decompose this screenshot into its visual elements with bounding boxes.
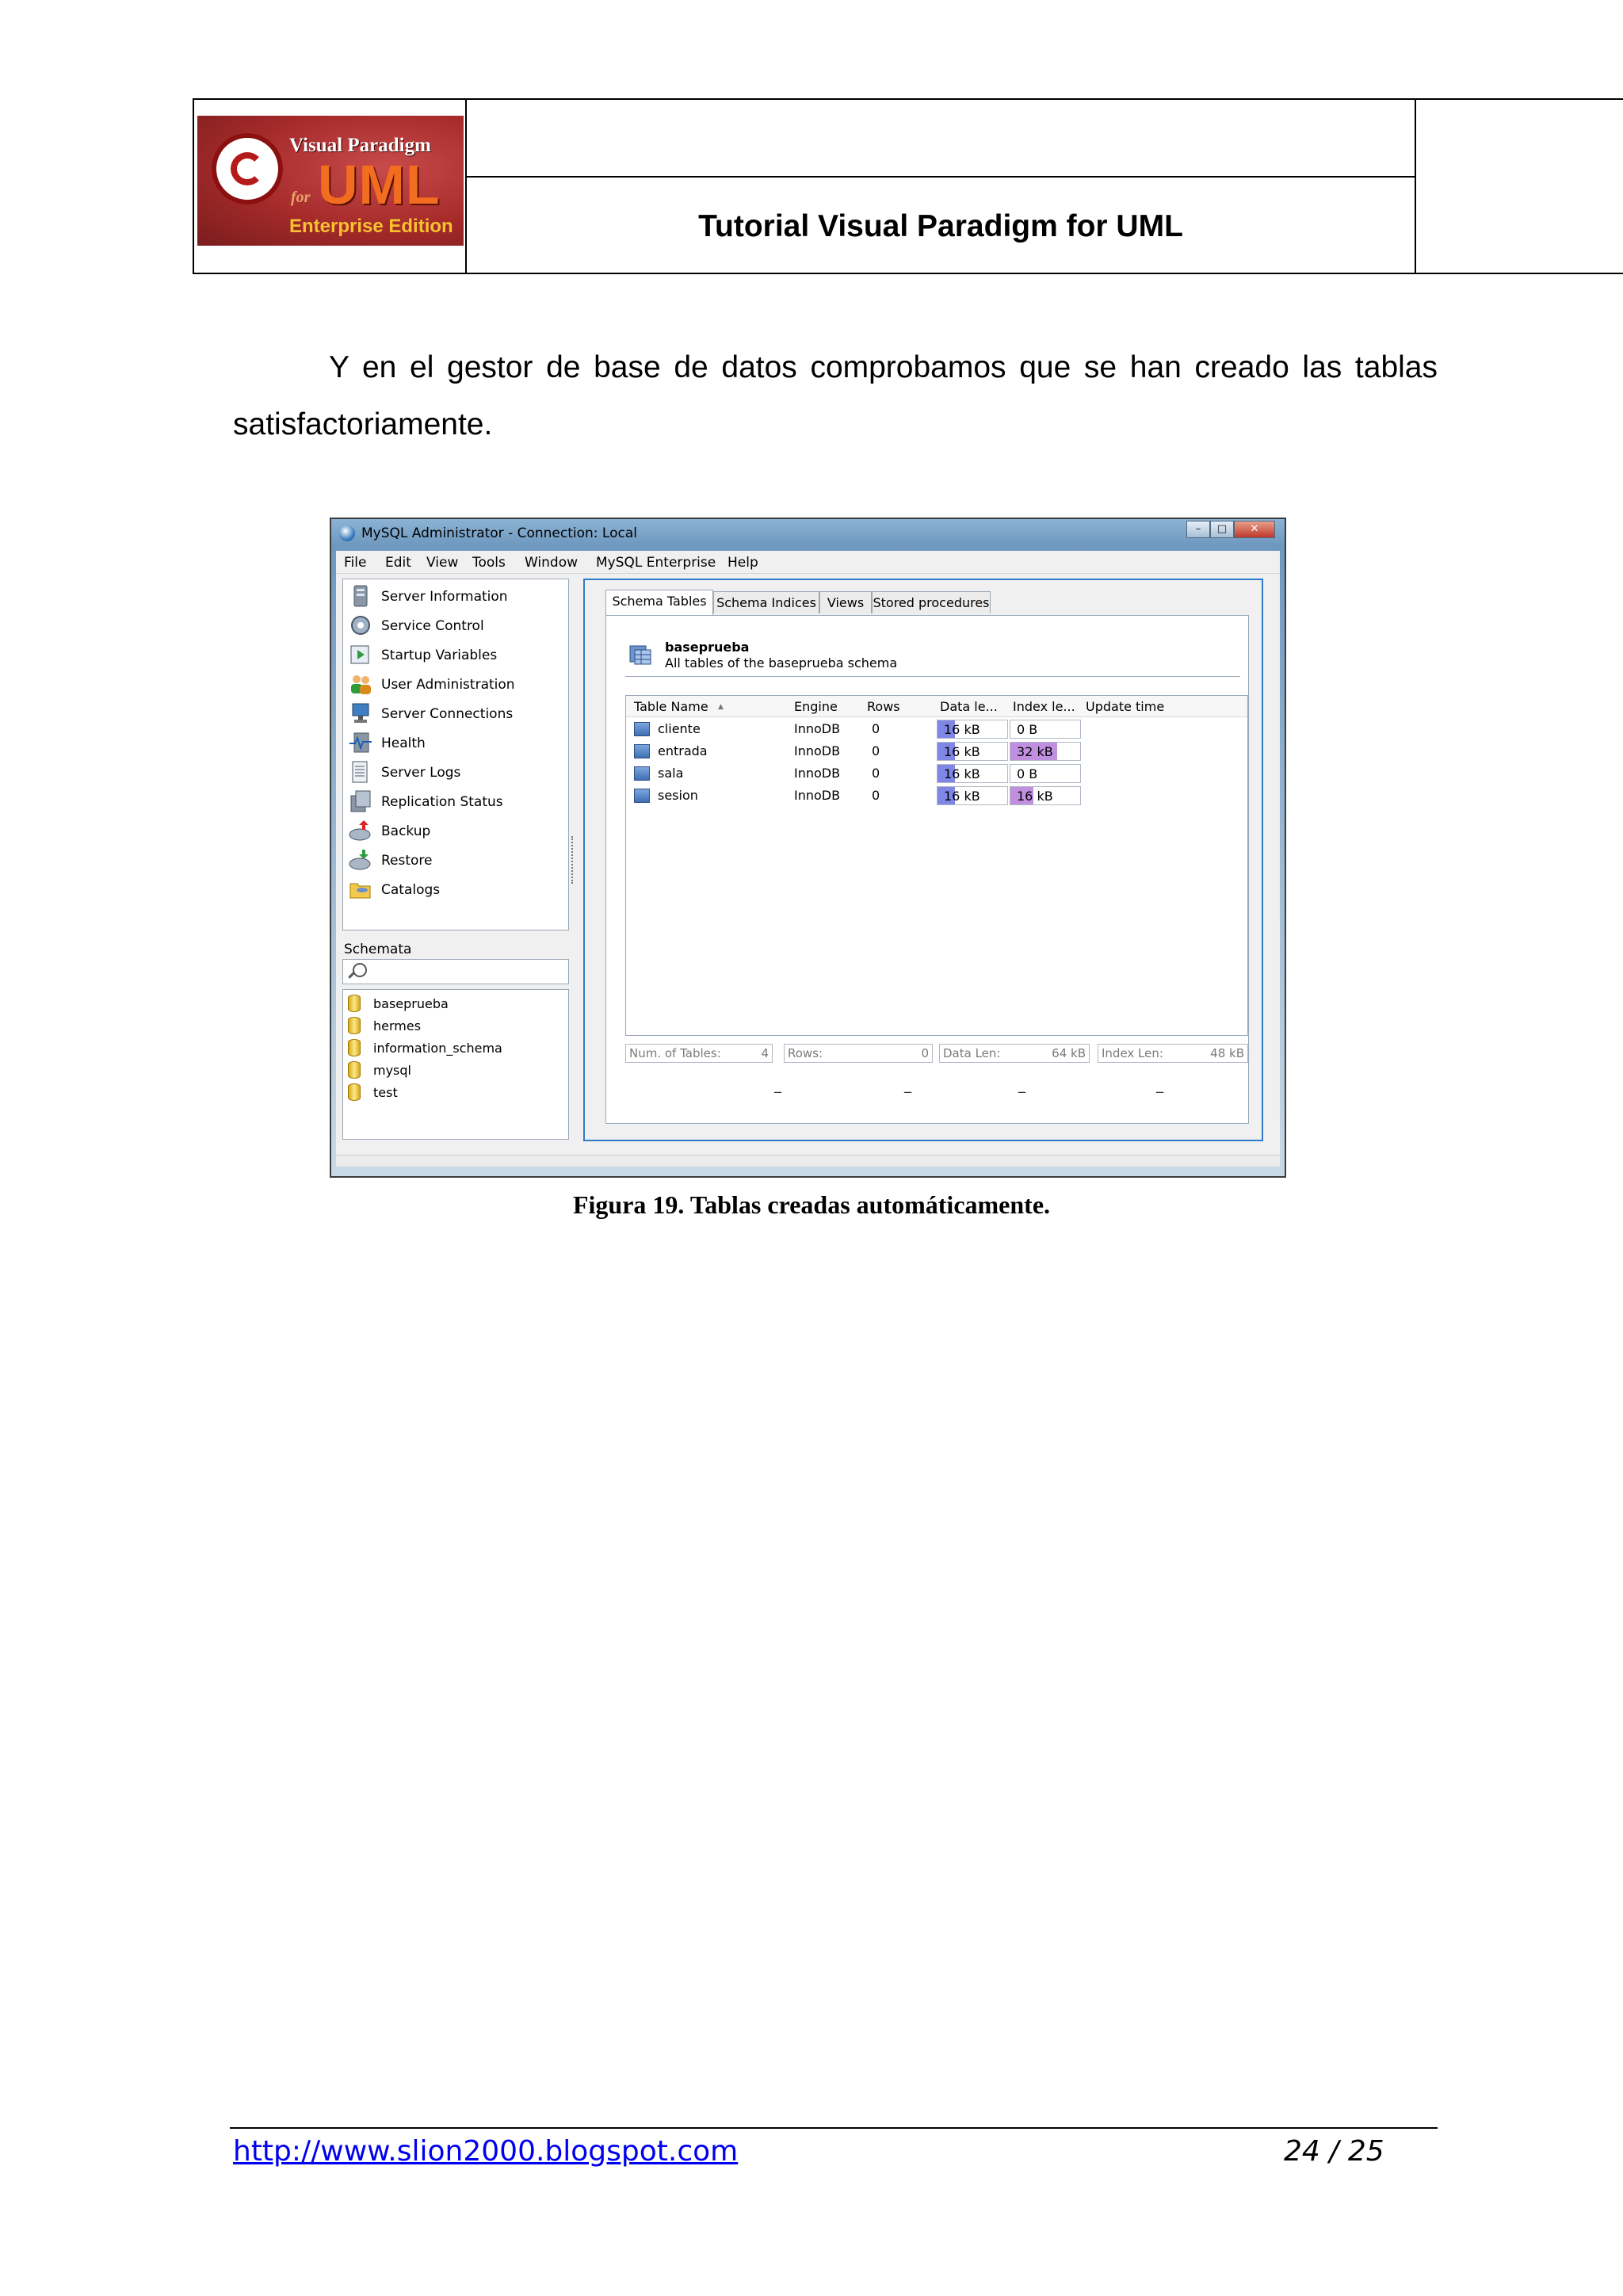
menu-help[interactable]: Help (727, 555, 758, 571)
schemata-search-input[interactable] (342, 959, 569, 984)
cell-data-length: 16 kB (944, 744, 980, 759)
col-rows[interactable]: Rows (867, 699, 900, 714)
cell-table-name: entrada (658, 743, 708, 758)
header-empty-cell (465, 98, 1416, 178)
summary-data-len (939, 1044, 1090, 1063)
table-row[interactable] (626, 762, 1247, 785)
schema-label: mysql (373, 1063, 411, 1078)
nav-label: Startup Variables (381, 648, 498, 663)
admin-nav-panel (342, 579, 569, 930)
connections-icon (348, 701, 373, 725)
grid-header (626, 696, 1247, 717)
nav-label: User Administration (381, 677, 515, 693)
logo-text-for: for (291, 189, 311, 206)
menu-tools[interactable]: Tools (472, 555, 506, 571)
database-icon (348, 1017, 361, 1034)
visual-paradigm-logo (197, 116, 464, 246)
col-table-name[interactable]: Table Name (634, 699, 708, 714)
nav-label: Health (381, 735, 426, 751)
cell-data-length: 16 kB (944, 722, 980, 737)
table-row[interactable] (626, 740, 1247, 762)
summary-label: Num. of Tables: (629, 1046, 721, 1060)
table-icon (634, 722, 650, 736)
search-icon (353, 963, 367, 977)
logo-text-uml: UML (318, 154, 441, 216)
menu-bar (336, 551, 1280, 573)
cell-index-length: 0 B (1017, 766, 1038, 781)
startup-icon (348, 643, 373, 667)
cell-rows: 0 (872, 766, 880, 781)
divider (625, 676, 1240, 677)
schemata-list (342, 989, 569, 1140)
logs-icon (348, 760, 373, 784)
summary-label: Index Len: (1102, 1046, 1163, 1060)
splitter-grip[interactable] (571, 836, 576, 884)
summary-value: 48 kB (1210, 1046, 1244, 1060)
logo-text-edition: Enterprise Edition (289, 216, 453, 237)
col-data-length[interactable]: Data le... (940, 699, 998, 714)
summary-dash: _ (1156, 1077, 1163, 1094)
table-row[interactable] (626, 785, 1247, 807)
health-icon (348, 731, 373, 755)
database-icon (348, 995, 361, 1012)
panel-splitter[interactable] (569, 579, 579, 1181)
users-icon (348, 672, 373, 696)
page-number: 24 / 25 (1284, 2135, 1384, 2168)
schema-label: hermes (373, 1018, 422, 1033)
restore-icon (348, 848, 373, 872)
database-icon (348, 1039, 361, 1056)
nav-label: Service Control (381, 618, 484, 634)
summary-value: 64 kB (1052, 1046, 1086, 1060)
summary-index-len (1098, 1044, 1248, 1063)
nav-label: Server Information (381, 589, 508, 605)
database-icon (348, 1083, 361, 1101)
close-icon[interactable]: ✕ (1234, 521, 1275, 538)
sort-ascending-icon: ▲ (718, 703, 724, 711)
cell-index-length: 16 kB (1017, 789, 1053, 804)
nav-label: Catalogs (381, 882, 441, 898)
schema-label: baseprueba (373, 996, 449, 1011)
window-titlebar[interactable] (336, 521, 1280, 544)
cell-table-name: cliente (658, 721, 701, 736)
nav-label: Replication Status (381, 794, 503, 810)
mysql-app-icon (339, 525, 355, 541)
table-icon (634, 766, 650, 781)
summary-value: 0 (921, 1046, 929, 1060)
data-length-bar (937, 742, 1008, 761)
schema-label: test (373, 1085, 398, 1100)
schemata-label: Schemata (344, 942, 412, 957)
summary-label: Rows: (788, 1046, 823, 1060)
catalogs-icon (348, 877, 373, 901)
cell-rows: 0 (872, 721, 880, 736)
cell-data-length: 16 kB (944, 789, 980, 804)
schema-tables-icon (628, 643, 652, 667)
summary-label: Data Len: (943, 1046, 1001, 1060)
catalog-main-frame (583, 579, 1263, 1141)
menu-view[interactable]: View (426, 555, 459, 571)
window-title: MySQL Administrator - Connection: Local (361, 525, 637, 541)
index-length-bar (1010, 742, 1081, 761)
replication-icon (348, 789, 373, 813)
status-bar (336, 1155, 1280, 1167)
cell-engine: InnoDB (794, 766, 841, 781)
table-row[interactable] (626, 718, 1247, 740)
service-icon (348, 613, 373, 637)
cell-data-length: 16 kB (944, 766, 980, 781)
menu-window[interactable]: Window (525, 555, 579, 571)
logo-text-visual-paradigm: Visual Paradigm (289, 135, 431, 156)
data-length-bar (937, 786, 1008, 805)
col-update-time[interactable]: Update time (1086, 699, 1165, 714)
table-icon (634, 744, 650, 758)
index-length-bar (1010, 764, 1081, 783)
tab-views[interactable]: Views (819, 591, 872, 613)
schema-description: All tables of the baseprueba schema (665, 655, 898, 670)
tab-schema-tables[interactable]: Schema Tables (605, 590, 713, 615)
swirl-logo-icon (212, 133, 283, 204)
window-controls (1186, 521, 1275, 540)
menu-file[interactable]: File (344, 555, 367, 571)
nav-label: Backup (381, 823, 431, 839)
schema-name: baseprueba (665, 640, 750, 655)
schema-tables-panel (605, 615, 1249, 1124)
cell-rows: 0 (872, 743, 880, 758)
menu-mysql-enterprise[interactable]: MySQL Enterprise (596, 555, 716, 571)
nav-label: Restore (381, 853, 433, 869)
figure-caption: Figura 19. Tablas creadas automáticamente. (572, 1190, 1051, 1219)
header-table (193, 98, 1473, 274)
body-paragraph: Y en el gestor de base de datos comprobamos que se han creado las tablas satisfactoriamente. (233, 350, 1438, 441)
nav-label: Server Connections (381, 706, 514, 722)
header-right-cell (1415, 98, 1623, 274)
window-client-area (336, 573, 1280, 1167)
summary-num-tables (625, 1044, 773, 1063)
server-icon (348, 584, 373, 608)
tab-schema-indices[interactable]: Schema Indices (713, 591, 819, 613)
menu-edit[interactable]: Edit (385, 555, 411, 571)
tables-grid (625, 695, 1248, 1036)
summary-dash: _ (1018, 1077, 1025, 1094)
backup-icon (348, 819, 373, 842)
footer-rule (230, 2127, 1438, 2129)
schema-label: information_schema (373, 1041, 502, 1056)
data-length-bar (937, 764, 1008, 783)
cell-engine: InnoDB (794, 721, 841, 736)
nav-label: Server Logs (381, 765, 461, 781)
footer-blog-link[interactable]: http://www.slion2000.blogspot.com (233, 2135, 739, 2168)
cell-rows: 0 (872, 788, 880, 803)
logo-cell (193, 98, 467, 274)
cell-index-length: 0 B (1017, 722, 1038, 737)
cell-engine: InnoDB (794, 743, 841, 758)
minimize-icon[interactable]: – (1186, 521, 1210, 538)
cell-index-length: 32 kB (1017, 744, 1053, 759)
summary-value: 4 (761, 1046, 769, 1060)
maximize-icon[interactable]: □ (1210, 521, 1234, 538)
mysql-administrator-window (330, 518, 1286, 1178)
table-icon (634, 789, 650, 803)
document-title: Tutorial Visual Paradigm for UML (698, 209, 1183, 243)
cell-table-name: sesion (658, 788, 698, 803)
summary-rows (784, 1044, 933, 1063)
col-index-length[interactable]: Index le... (1013, 699, 1075, 714)
tab-stored-procedures[interactable]: Stored procedures (872, 591, 991, 613)
summary-dash: _ (774, 1077, 781, 1094)
index-length-bar (1010, 720, 1081, 739)
cell-engine: InnoDB (794, 788, 841, 803)
cell-table-name: sala (658, 766, 684, 781)
database-icon (348, 1061, 361, 1079)
index-length-bar (1010, 786, 1081, 805)
col-engine[interactable]: Engine (794, 699, 838, 714)
summary-dash: _ (904, 1077, 911, 1094)
data-length-bar (937, 720, 1008, 739)
